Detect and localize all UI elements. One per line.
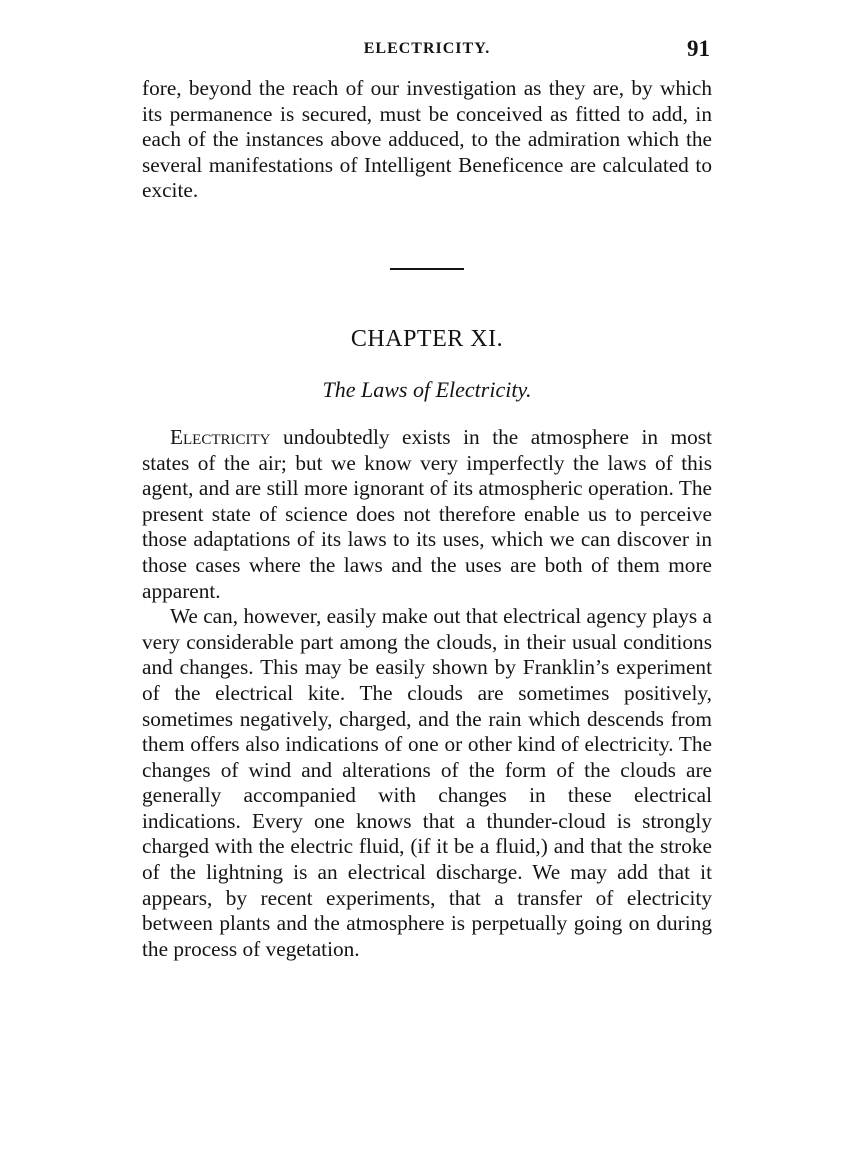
page-number: 91 bbox=[687, 36, 710, 61]
chapter-body bbox=[142, 425, 712, 962]
continuation-block bbox=[142, 76, 712, 204]
running-title: ELECTRICITY. bbox=[363, 40, 491, 57]
paragraph-lead-word: Electricity bbox=[170, 424, 271, 449]
section-divider-rule bbox=[390, 268, 464, 270]
running-head bbox=[142, 36, 712, 76]
body-paragraph-2: We can, however, easily make out that electrical agency plays a very considerable part among the clouds, in their usual conditions and changes. This may be easily shown by Franklin’s experiment of the electrical kite. The clouds are sometimes positively, sometimes negatively, charged, and the rain which descends from them offers also indications of one or other kind of electricity. The changes of wind and alterations of the form of the clouds are generally accompanied with changes in these electrical indications. Every one knows that a thunder-cloud is strongly charged with the electric fluid, (if it be a fluid,) and that the stroke of the lightning is an electrical discharge. We may add that it appears, by recent experiments, that a transfer of electricity between plants and the atmosphere is perpetually going on during the process of vegetation. bbox=[142, 604, 712, 961]
chapter-heading: CHAPTER XI. bbox=[350, 325, 504, 352]
book-page bbox=[142, 36, 712, 962]
body-paragraph-1 bbox=[142, 425, 712, 604]
paragraph-text: undoubtedly exists in the atmosphere in most states of the air; but we know very imperfectly the laws of this agent, and are still more ignorant of its atmospheric operation. The present state of science does not therefore enable us to perceive those adaptations of its laws to its uses, which we can discover in those cases where the laws and the uses are both of them more apparent. bbox=[142, 424, 712, 603]
continuation-paragraph: fore, beyond the reach of our investigation as they are, by which its permanence is secured, must be conceived as fitted to add, in each of the instances above adduced, to the admiration which the several manifestations of Intelligent Beneficence are calculated to excite. bbox=[142, 76, 712, 203]
chapter-subtitle: The Laws of Electricity. bbox=[322, 376, 532, 402]
